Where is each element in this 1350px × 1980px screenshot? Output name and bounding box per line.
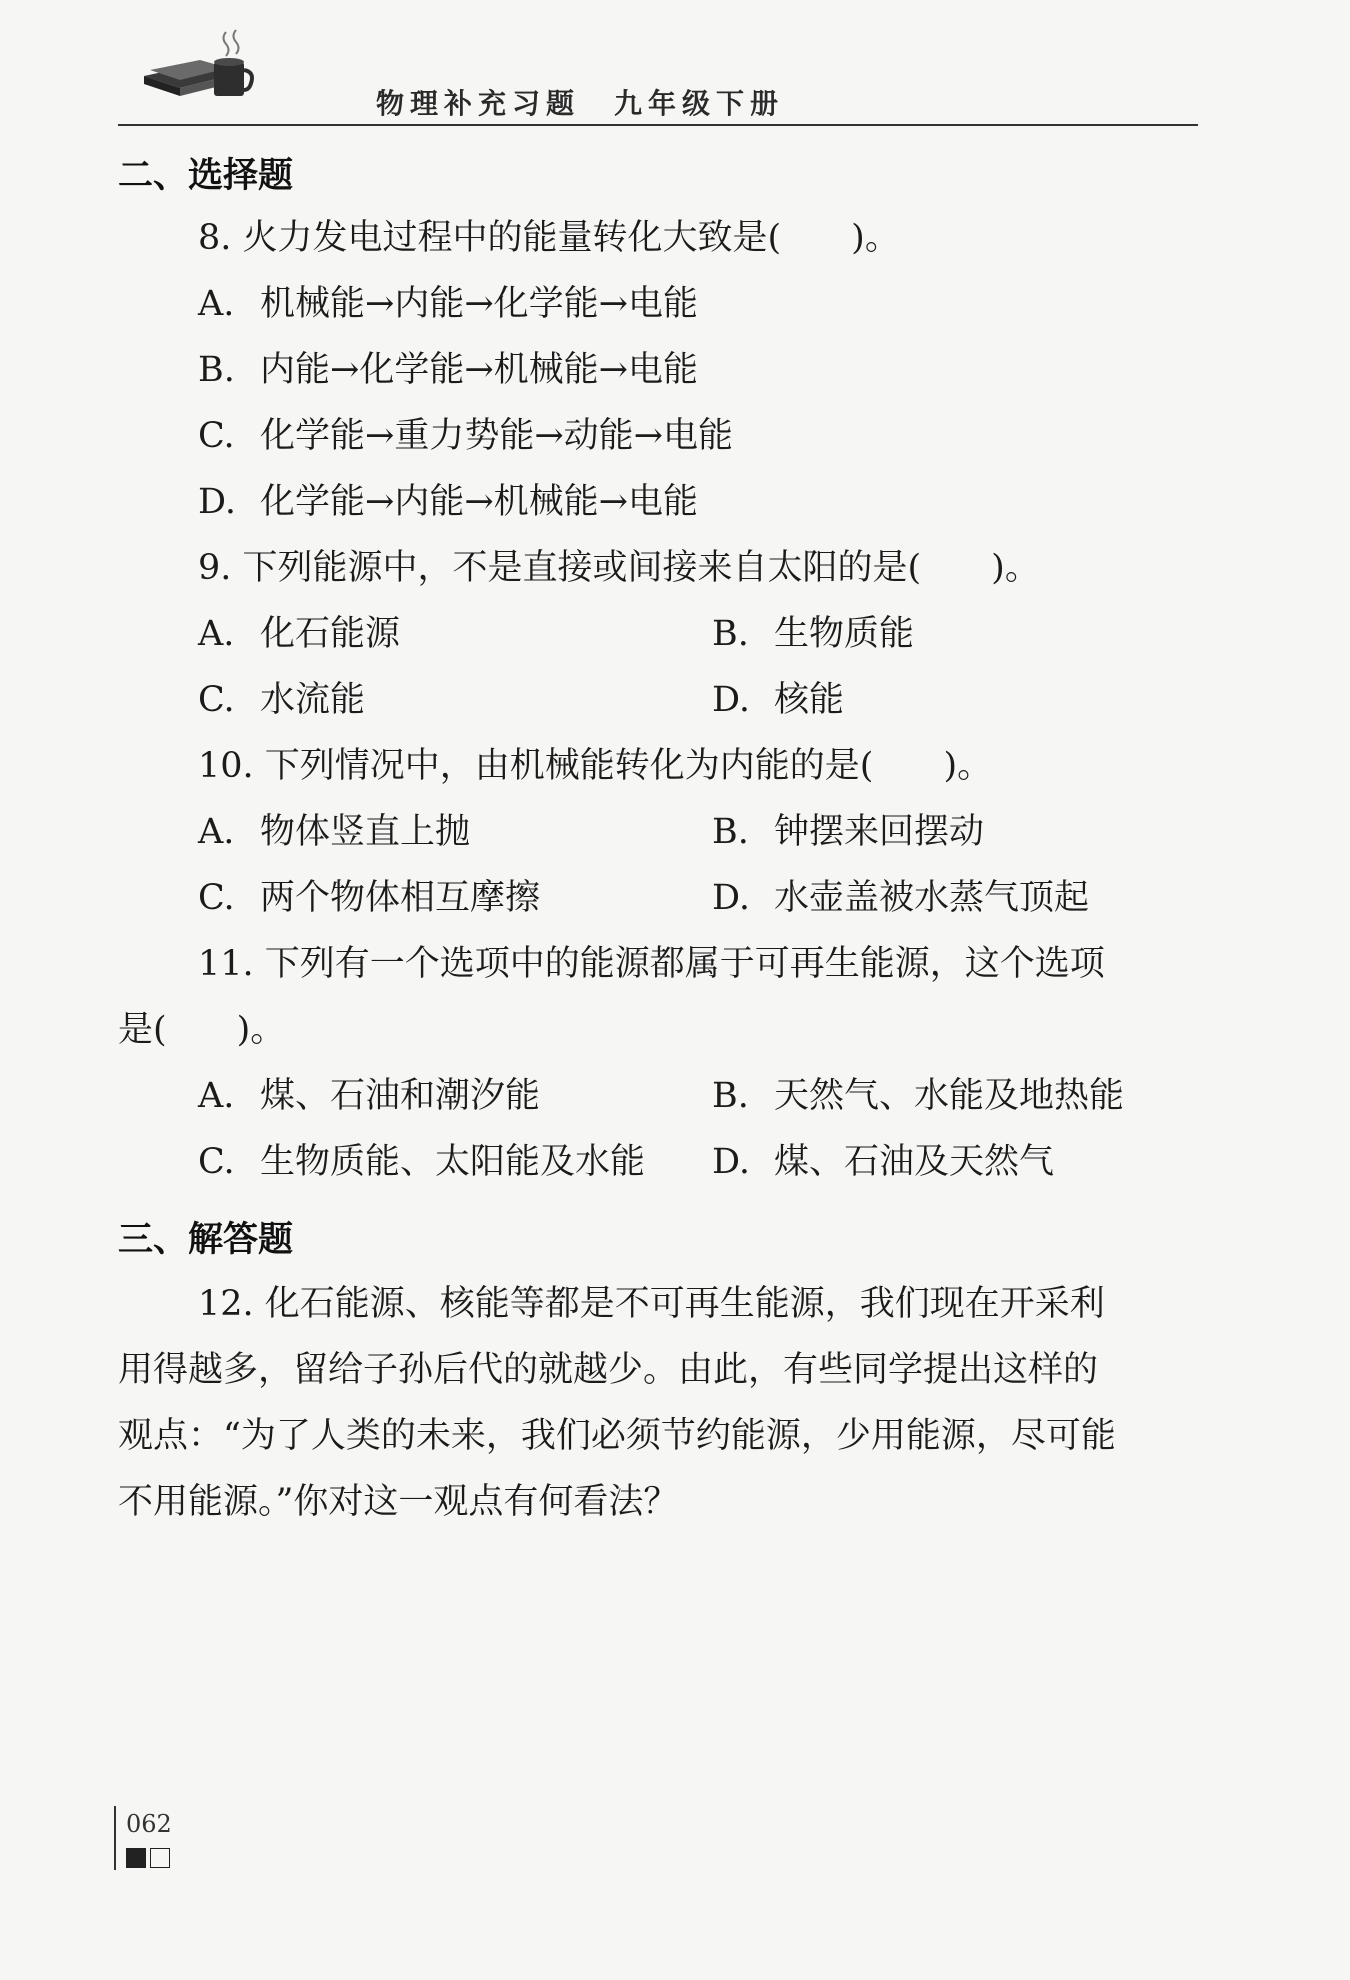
empty-square-icon: [150, 1848, 170, 1868]
question-9-stem: 9. 下列能源中，不是直接或间接来自太阳的是( )。: [198, 548, 1040, 588]
question-10-option-a: A. 物体竖直上抛: [198, 812, 471, 852]
header-divider: [118, 124, 1198, 126]
question-11-option-d: D. 煤、石油及天然气: [712, 1142, 1055, 1182]
question-12-line-4: 不用能源。”你对这一观点有何看法？: [118, 1482, 679, 1522]
question-11-option-c: C. 生物质能、太阳能及水能: [198, 1142, 646, 1182]
question-10-stem: 10. 下列情况中，由机械能转化为内能的是( )。: [198, 746, 993, 786]
question-9-option-a: A. 化石能源: [198, 614, 401, 654]
question-10-option-b: B. 钟摆来回摆动: [712, 812, 985, 852]
question-8-option-c: C. 化学能→重力势能→动能→电能: [198, 416, 733, 456]
question-9-option-c: C. 水流能: [198, 680, 366, 720]
question-10-option-c: C. 两个物体相互摩擦: [198, 878, 541, 918]
header-title: [376, 82, 784, 122]
grade-label: 九年级下册: [614, 87, 785, 120]
question-12-line-3: 观点：“为了人类的未来，我们必须节约能源，少用能源，尽可能: [118, 1416, 1116, 1456]
question-8-option-b: B. 内能→化学能→机械能→电能: [198, 350, 698, 390]
question-8-option-d: D. 化学能→内能→机械能→电能: [198, 482, 698, 522]
question-11-stem-line-2: 是( )。: [118, 1010, 286, 1050]
question-12-line-2: 用得越多，留给子孙后代的就越少。由此，有些同学提出这样的: [118, 1350, 1099, 1390]
question-11-stem-line-1: 11. 下列有一个选项中的能源都属于可再生能源，这个选项: [198, 944, 1105, 984]
question-11-option-a: A. 煤、石油和潮汐能: [198, 1076, 541, 1116]
question-8-option-a: A. 机械能→内能→化学能→电能: [198, 284, 698, 324]
page-header: [118, 22, 1198, 120]
question-11-option-b: B. 天然气、水能及地热能: [712, 1076, 1125, 1116]
question-9-option-b: B. 生物质能: [712, 614, 915, 654]
page-number: 062: [126, 1810, 172, 1838]
question-9-option-d: D. 核能: [712, 680, 845, 720]
question-10-option-d: D. 水壶盖被水蒸气顶起: [712, 878, 1090, 918]
question-8-stem: 8. 火力发电过程中的能量转化大致是( )。: [198, 218, 900, 258]
section-heading-choice: 二、选择题: [118, 156, 294, 196]
filled-square-icon: [126, 1848, 146, 1868]
section-heading-answer: 三、解答题: [118, 1220, 294, 1260]
question-12-line-1: 12. 化石能源、核能等都是不可再生能源，我们现在开采利: [198, 1284, 1105, 1324]
footer-bar: [114, 1806, 116, 1870]
books-and-cup-icon: [140, 26, 260, 106]
book-title: 物理补充习题: [376, 87, 581, 120]
